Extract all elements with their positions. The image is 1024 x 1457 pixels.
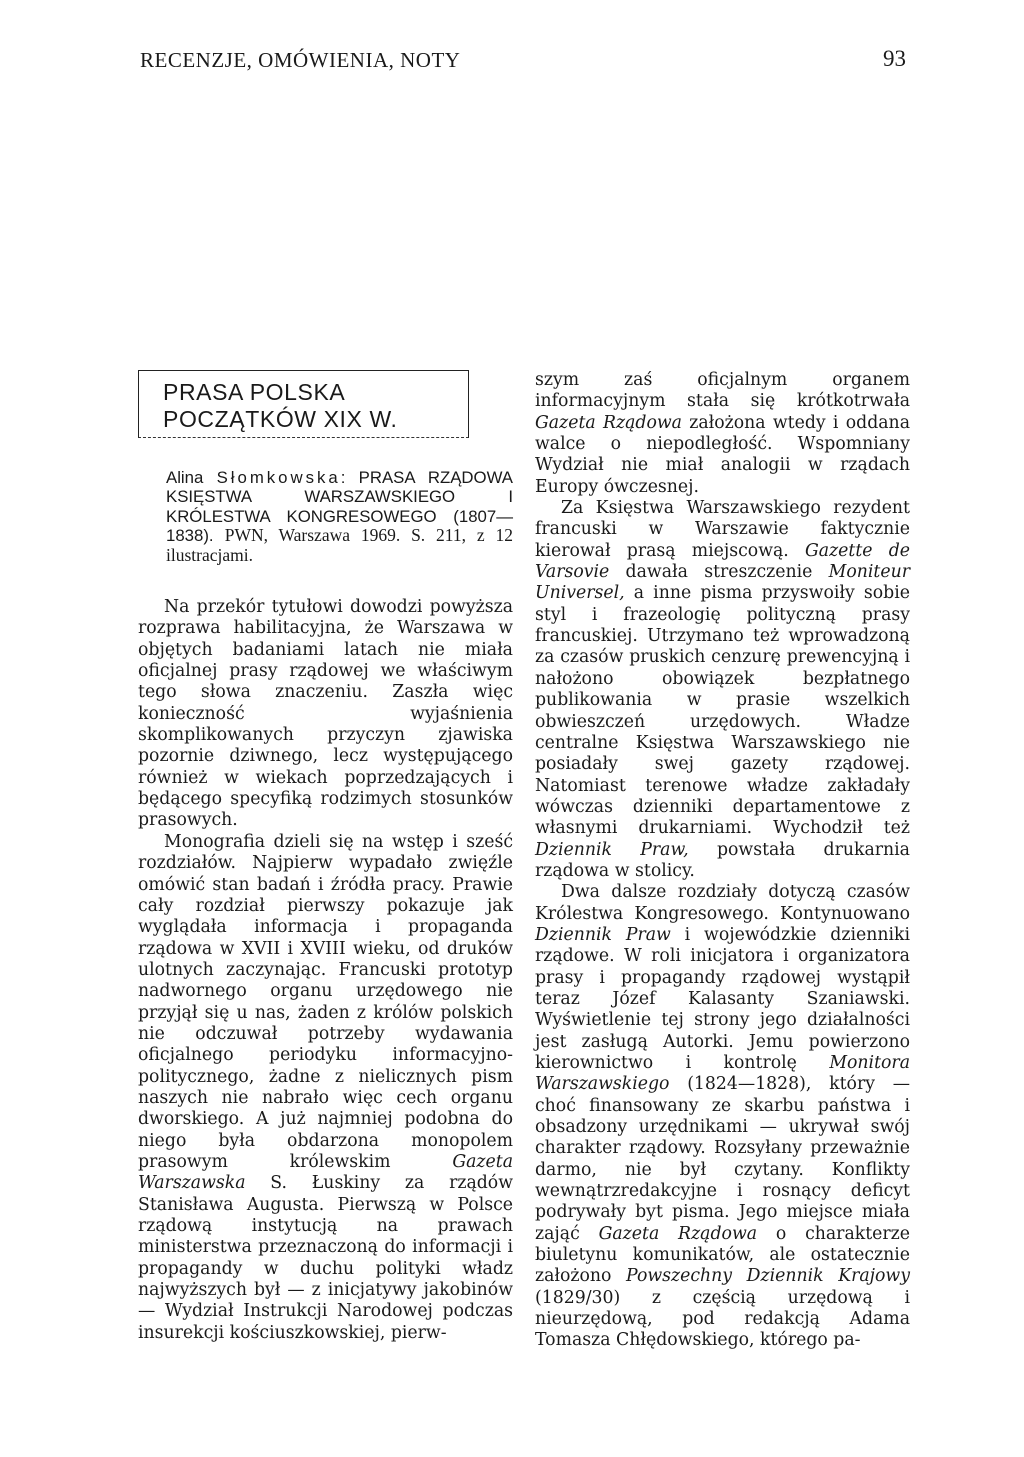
periodical-title: Dziennik Praw, (535, 839, 689, 860)
periodical-title: Gazeta Rządowa (535, 412, 682, 433)
paragraph (138, 832, 513, 1344)
paragraph-text: Dwa dalsze rozdziały dotyczą czasów Królestwa Kongresowego. Kontynuowano (535, 882, 910, 924)
author-last-name: Słomkowska (216, 468, 341, 487)
paragraph (535, 498, 910, 882)
periodical-title: Monitora Warszawskiego (535, 1053, 910, 1095)
periodical-title: Powszechny Dziennik Krajowy (626, 1266, 910, 1287)
running-header: RECENZJE, OMÓWIENIA, NOTY (140, 48, 461, 72)
publication-details: PWN, Warszawa 1969. S. 211, z 12 ilustracjami. (166, 525, 513, 565)
periodical-title: Gazeta Warszawska (138, 1151, 513, 1194)
paragraph-text: szym zaś oficjalnym organem informacyjnym stała się krótkotrwała (535, 370, 910, 412)
paragraph-text: założona wtedy i oddana walce o niepodległość. Wspomniany Wydział nie miał analogii w rządach Europy ówczesnej. (535, 412, 910, 497)
paragraph-text: S. Łuskiny za rządów Stanisława Augusta. Pierwszą w Polsce rządową instytucją na prawach ministerstwa przeznaczoną do informacji i propagandy w duchu polityki władz najwyższych był — z inicjatywy jakobinów — Wydział Instrukcji Narodowej podczas insurekcji kościuszkowskiej, pierw- (138, 1173, 514, 1343)
paragraph-text: a inne pisma przyswoiły sobie styl i frazeologię polityczną prasy francuskiej. Utrzymano też wprowadzoną za czasów pruskich cenzurę prewencyjną i nałożono obowiązek bezpłatnego publikowania w prasie wszelkich obwieszczeń urzędowych. Władze centralne Księstwa Warszawskiego nie posiadały swej gazety rządowej. Natomiast terenowe władze zakładały wówczas dzienniki departamentowe z własnymi drukarniami. Wychodził też (535, 583, 910, 839)
paragraph: Na przekór tytułowi dowodzi powyższa rozprawa habilitacyjna, że Warszawa w objętych badaniami latach nie miała oficjalnej prasy rządowej we właściwym tego słowa znaczeniu. Zaszła więc konieczność wyjaśnienia skomplikowanych przyczyn zjawiska pozornie dziwnego, lecz występującego również w wiekach poprzedzających i będącego specyfiką rodzimych stosunków prasowych. (138, 597, 513, 831)
paragraph-continued (535, 370, 910, 498)
paragraph-text: (1824—1828), który — choć finansowany ze skarbu państwa i obsadzony urzędnikami — ukrywał swój charakter rządowy. Rozsyłany przeważnie darmo, nie był czytany. Konflikty wewnątrzredakcyjne i rosnący deficyt podrywały byt pisma. Jego miejsce miała zająć (535, 1074, 910, 1244)
author-first-name: Alina (166, 468, 204, 487)
paragraph-text: powstała drukarnia rządowa w stolicy. (535, 839, 910, 881)
paragraph (535, 882, 910, 1352)
page-number: 93 (883, 46, 906, 71)
right-column (535, 370, 910, 1352)
periodical-title: Moniteur Universel, (535, 562, 910, 604)
book-citation (138, 468, 513, 565)
paragraph-text: Monografia dzieli się na wstęp i sześć rozdziałów. Najpierw wypadało zwięźle omówić stan badań i źródła pracy. Prawie cały rozdział pierwszy pokazuje jak wyglądała informacja i propaganda rządowa w XVII i XVIII wieku, od druków ulotnych zaczynając. Francuski prototyp nadwornego organu urzędowego nie przyjął się u nas, żaden z królów polskich nie odczuwał potrzeby wydawania oficjalnego periodyku informacyjno-politycznego, żadne z nielicznych pism naszych nie nabrało więc cech organu dworskiego. A już najmniej podobna do niego była obdarzona monopolem prasowym królewskim (138, 831, 513, 1172)
paragraph-text: o charakterze biuletynu komunikatów, ale ostatecznie założono (535, 1223, 910, 1287)
section-title-box (138, 370, 469, 438)
paragraph-text: i wojewódzkie dzienniki rządowe. W roli inicjatora i organizatora prasy i propagandy rządowej wystąpił teraz Józef Kalasanty Szaniawski. Wyświetlenie tej strony jego działalności jest zasługą Autorki. Jemu powierzono kierownictwo i kontrolę (535, 924, 910, 1073)
periodical-title: Dziennik Praw (535, 924, 671, 945)
section-title-line-1: PRASA POLSKA (163, 379, 346, 405)
paragraph-text: (1829/30) z częścią urzędową i nieurzędową, pod redakcją Adama Tomasza Chłędowskiego, którego pa- (535, 1287, 910, 1351)
periodical-title: Gazette de Varsovie (535, 540, 910, 583)
paragraph-text: Za Księstwa Warszawskiego rezydent francuski w Warszawie faktycznie kierował prasą miejscową. (535, 498, 910, 561)
paragraph-text: dawała streszczenie (625, 562, 813, 583)
left-column (138, 370, 513, 1344)
book-title: : PRASA RZĄDOWA KSIĘSTWA WARSZAWSKIEGO I KRÓLESTWA KONGRESOWEGO (1807—1838). (166, 468, 513, 546)
section-title-line-2: POCZĄTKÓW XIX W. (163, 406, 398, 432)
periodical-title: Gazeta Rządowa (598, 1223, 758, 1244)
